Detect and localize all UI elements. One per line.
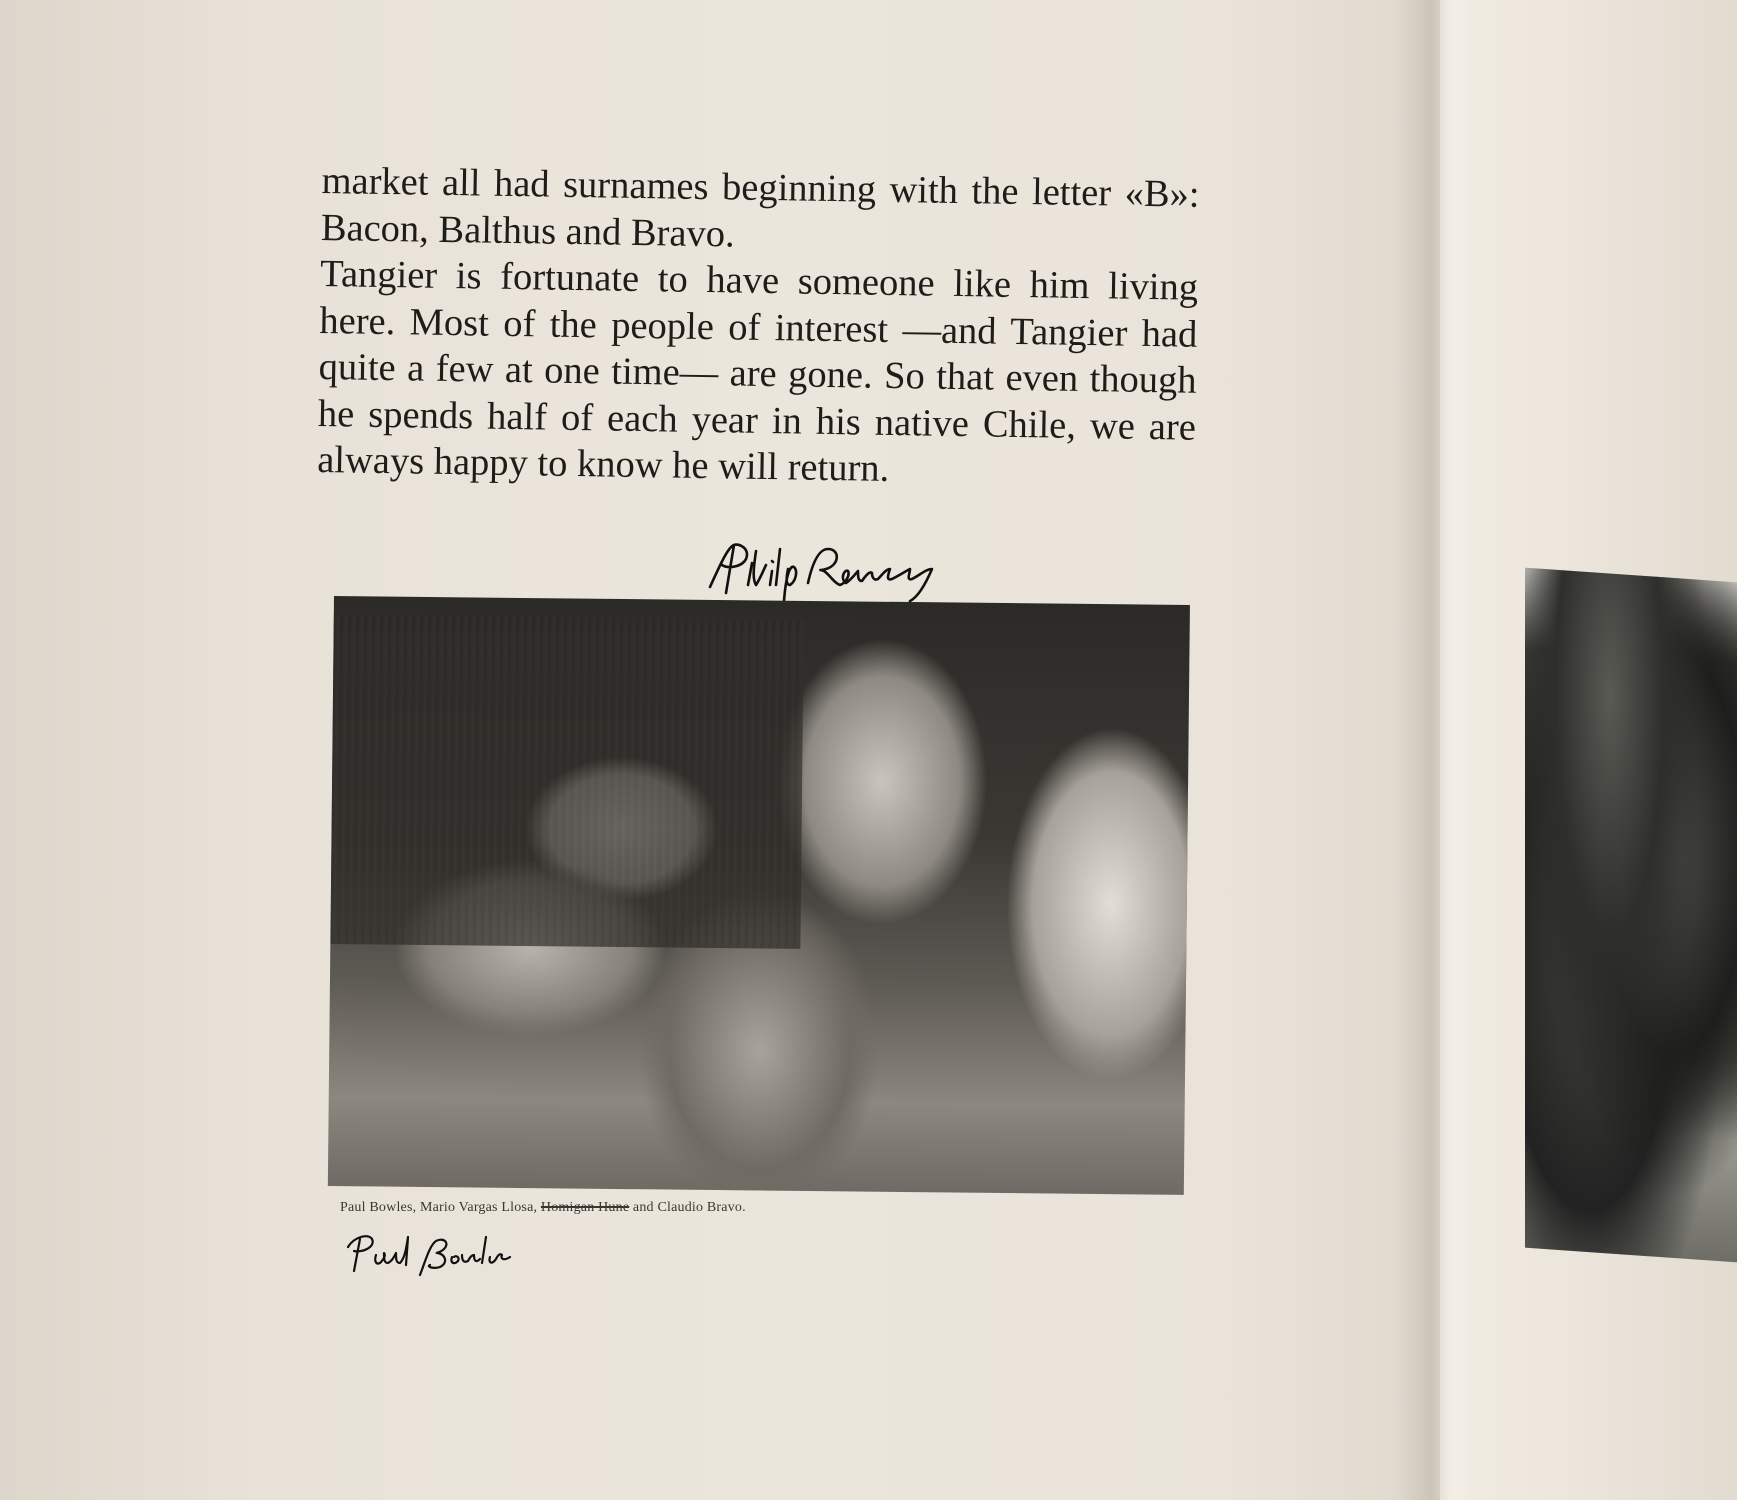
caption-part-1: Paul Bowles, Mario Vargas Llosa, bbox=[340, 1200, 541, 1215]
caption-part-2: and Claudio Bravo. bbox=[629, 1200, 746, 1215]
photo-wall-panel bbox=[330, 614, 803, 949]
paragraph-2: Tangier is fortunate to have someone like him living here. Most of the people of interest —and Tangier had quite a few at one time— are gone. So that even though he spends half of each year in his native Chile, we are always happy to know he will return. bbox=[316, 252, 1199, 490]
signature-phillip-ramey bbox=[700, 535, 980, 605]
signature-paul-bowles bbox=[340, 1225, 520, 1285]
landscape-photo-partial bbox=[1525, 568, 1737, 1263]
caption-struck-name: Homigan Hune bbox=[540, 1200, 630, 1215]
group-photograph bbox=[328, 596, 1190, 1195]
paragraph-1: market all had surnames beginning with the letter «B»: Bacon, Balthus and Bravo. bbox=[320, 159, 1200, 255]
photo-caption bbox=[340, 1200, 1040, 1216]
body-text bbox=[317, 158, 1200, 497]
book-gutter bbox=[1395, 0, 1475, 1500]
